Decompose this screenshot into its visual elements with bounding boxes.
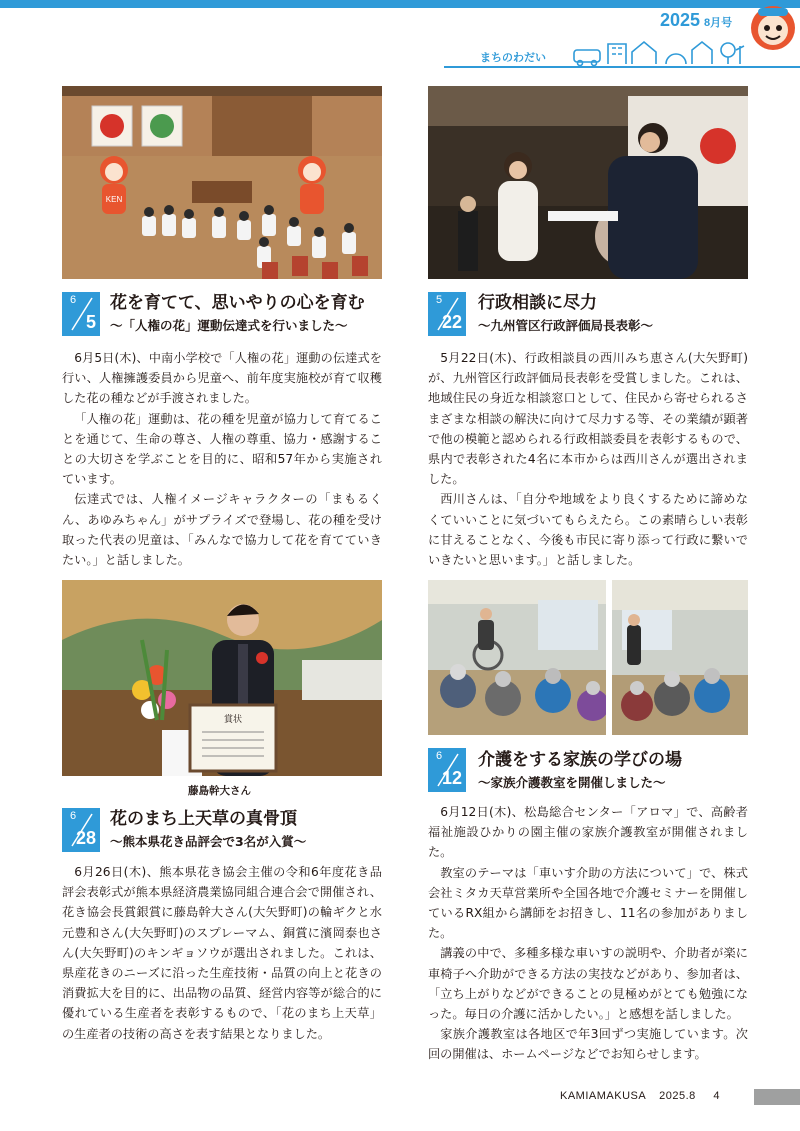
badge-month: 6 (70, 810, 77, 822)
date-badge (62, 808, 100, 852)
article-paragraph: 教室のテーマは「車いす介助の方法について」で、株式会社ミタカ天草営業所や全国各地で介護セミナーを開催しているRX組から講師をお招きし、11名の参加がありました。 (428, 865, 748, 941)
article-title: 介護をする家族の学びの場 (478, 750, 682, 770)
article-paragraph: 6月5日(木)、中南小学校で「人権の花」運動の伝達式を行い、人権擁護委員から児童へ、前年度実施校が育て収穫した花の種などが手渡されました。 (62, 351, 382, 406)
footer-issue: 2025.8 (659, 1090, 696, 1102)
photo-flower-award (62, 580, 382, 776)
footer-magazine: KAMIAMAKUSA (560, 1090, 646, 1102)
article-subtitle: 〜家族介護教室を開催しました〜 (478, 775, 666, 790)
article-paragraph: 「人権の花」運動は、花の種を児童が協力して育てることを通じて、生命の尊さ、人権の尊重、協力・感謝することの大切さを学ぶことを目的に、昭和57年から実施されています。 (62, 411, 382, 487)
issue-year: 2025 (660, 10, 701, 30)
section-label: まちのわだい (480, 51, 546, 64)
town-illustration-icon (570, 36, 750, 66)
badge-day: 28 (75, 828, 96, 848)
header-rule (444, 66, 800, 68)
article-paragraph: 6月26日(木)、熊本県花き協会主催の令和6年度花き品評会表彰式が熊本県経済農業協同組合連合会で開催され、花き協会長賞銀賞に藤島幹大さん(大矢野町)の輪ギクと水元豊和さん(大矢野町)のスプレーマム、銅賞に濱岡泰也さん(大矢野町)のキンギョソウが選出されました。これは、県産花きのニーズに沿った生産技術・品質の向上と花きの消費拡大を目的に、出品物の品質、経営内容等が総合的に優れている生産者を表彰するもので、「花のまち上天草」の生産者の技術の高さを表す結果となりました。 (62, 865, 382, 1041)
header-band (0, 0, 800, 8)
photo-caption: 藤島幹大さん (188, 785, 251, 797)
article-body (62, 862, 382, 1044)
article-body (62, 348, 382, 570)
mascot-icon (748, 2, 798, 54)
issue-date (660, 10, 732, 31)
article-paragraph: 講義の中で、多種多様な車いすの説明や、介助者が楽に車椅子へ介助ができる方法の実技などがあり、参加者は、「立ち上がりなどができることの見極めがとても勉強になった。毎日の介護に活かしたい。」と感想を話しました。 (428, 946, 748, 1022)
photo-school-ceremony (62, 86, 382, 279)
article-paragraph: 西川さんは、「自分や地域をより良くするために諦めなくていいことに気づいてもらえたら。この素晴らしい表彰に甘えることなく、今後も市民に寄り添って行政に繋いでいきたいと思います。」と話しました。 (428, 492, 748, 568)
badge-day: 22 (441, 312, 462, 332)
article-body (428, 348, 748, 570)
badge-month: 6 (436, 750, 443, 762)
article-paragraph: 家族介護教室は各地区で年3回ずつ実施しています。次回の開催は、ホームページなどでお知らせします。 (428, 1027, 748, 1062)
badge-month: 5 (436, 294, 443, 306)
article-title: 花を育てて、思いやりの心を育む (110, 293, 365, 313)
article-paragraph: 6月12日(木)、松島総合センター「アロマ」で、高齢者福祉施設ひかりの園主催の家族介護教室が開催されました。 (428, 805, 748, 860)
badge-day: 12 (441, 768, 462, 788)
badge-month: 6 (70, 294, 77, 306)
date-badge (428, 292, 466, 336)
certificate-title-text: 賞状 (223, 715, 243, 725)
article-subtitle: 〜九州管区行政評価局長表彰〜 (478, 318, 654, 333)
footer (560, 1090, 720, 1102)
page-number: 4 (713, 1090, 720, 1102)
article-paragraph: 伝達式では、人権イメージキャラクターの「まもるくん、あゆみちゃん」がサプライズで登場し、花の種を受け取った代表の児童は、「みんなで協力して花を育てていきたい。」と話しました。 (62, 492, 382, 568)
photo-mascot-shirt-text: KEN (105, 195, 123, 204)
article-title: 行政相談に尽力 (478, 293, 597, 313)
article-body (428, 802, 748, 1065)
issue-month: 8月号 (704, 17, 733, 29)
date-badge (428, 748, 466, 792)
date-badge (62, 292, 100, 336)
photo-caregiving-class-1 (428, 580, 606, 735)
footer-bar (754, 1089, 800, 1105)
photo-award-handover (428, 86, 748, 279)
article-subtitle: 〜熊本県花き品評会で3名が入賞〜 (110, 834, 307, 849)
article-title: 花のまち上天草の真骨頂 (110, 809, 297, 829)
article-paragraph: 5月22日(木)、行政相談員の西川みち恵さん(大矢野町)が、九州管区行政評価局長表彰を受賞しました。これは、地域住民の身近な相談窓口として、住民から寄せられるさまざまな相談の解決に向けて尽力する等、その業績が顕著で他の模範と認められる行政相談委員を表彰するもので、県内で表彰された4名に本市からは西川さんが選出されました。 (428, 351, 748, 487)
badge-day: 5 (85, 312, 96, 332)
article-subtitle: 〜「人権の花」運動伝達式を行いました〜 (110, 318, 348, 333)
photo-caregiving-class-2 (612, 580, 748, 735)
